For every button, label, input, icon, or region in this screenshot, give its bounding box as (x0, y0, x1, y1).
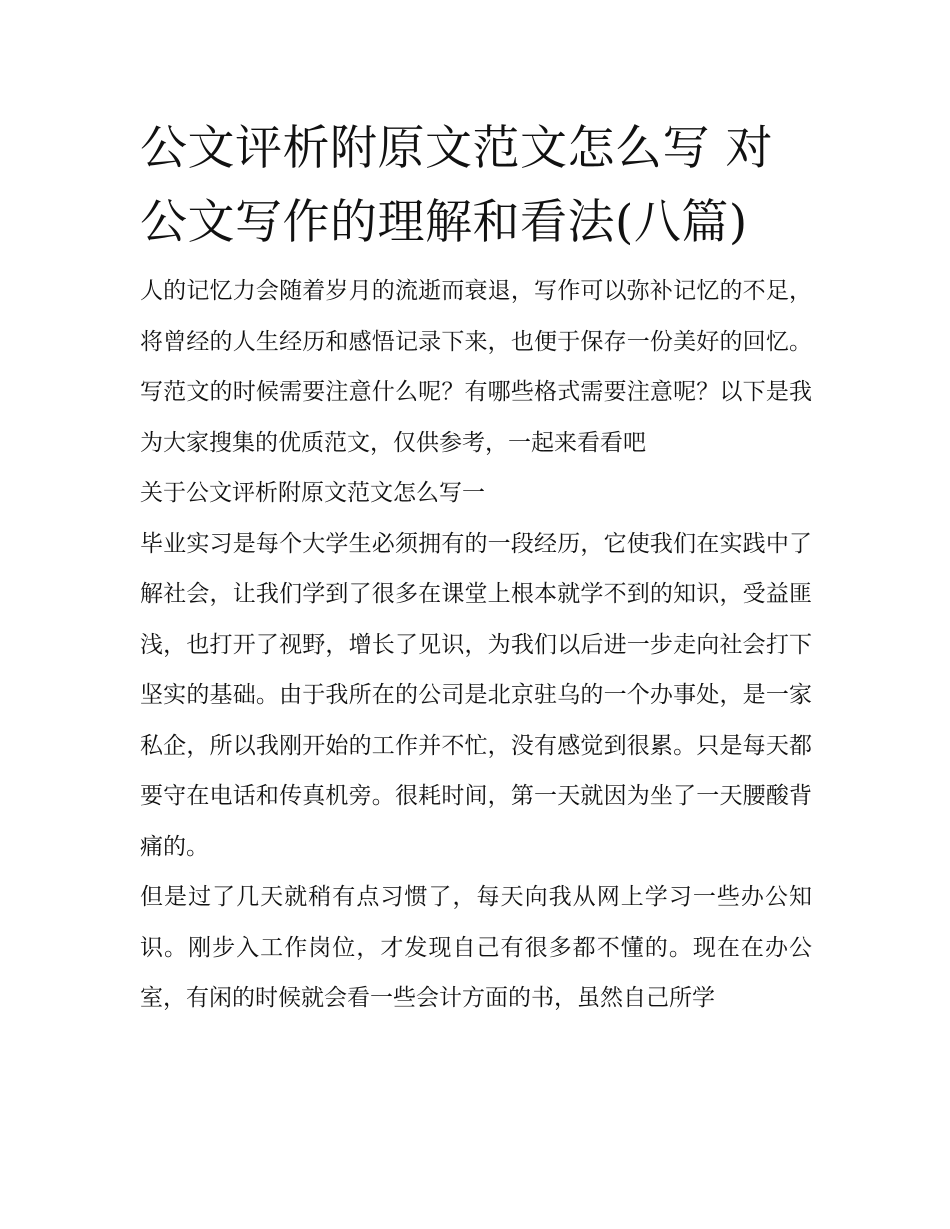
section-heading: 关于公文评析附原文范文怎么写一 (140, 480, 485, 506)
body-paragraph-2: 但是过了几天就稍有点习惯了，每天向我从网上学习一些办公知识。刚步入工作岗位，才发现自己有很多都不懂的。现在在办公室，有闲的时候就会看一些会计方面的书，虽然自己所学 (140, 884, 812, 1011)
document-body (140, 112, 812, 1024)
document-title: 公文评析附原文范文怎么写 对公文写作的理解和看法(八篇) (140, 121, 773, 250)
body-paragraph-1: 毕业实习是每个大学生必须拥有的一段经历，它使我们在实践中了解社会，让我们学到了很多在课堂上根本就学不到的知识，受益匪浅，也打开了视野，增长了见识，为我们以后进一步走向社会打下坚实的基础。由于我所在的公司是北京驻乌的一个办事处，是一家私企，所以我刚开始的工作并不忙，没有感觉到很累。只是每天都要守在电话和传真机旁。很耗时间，第一天就因为坐了一天腰酸背痛的。 (140, 530, 812, 860)
intro-paragraph: 人的记忆力会随着岁月的流逝而衰退，写作可以弥补记忆的不足，将曾经的人生经历和感悟记录下来，也便于保存一份美好的回忆。写范文的时候需要注意什么呢？有哪些格式需要注意呢？以下是我为大家搜集的优质范文，仅供参考，一起来看看吧 (140, 278, 812, 456)
